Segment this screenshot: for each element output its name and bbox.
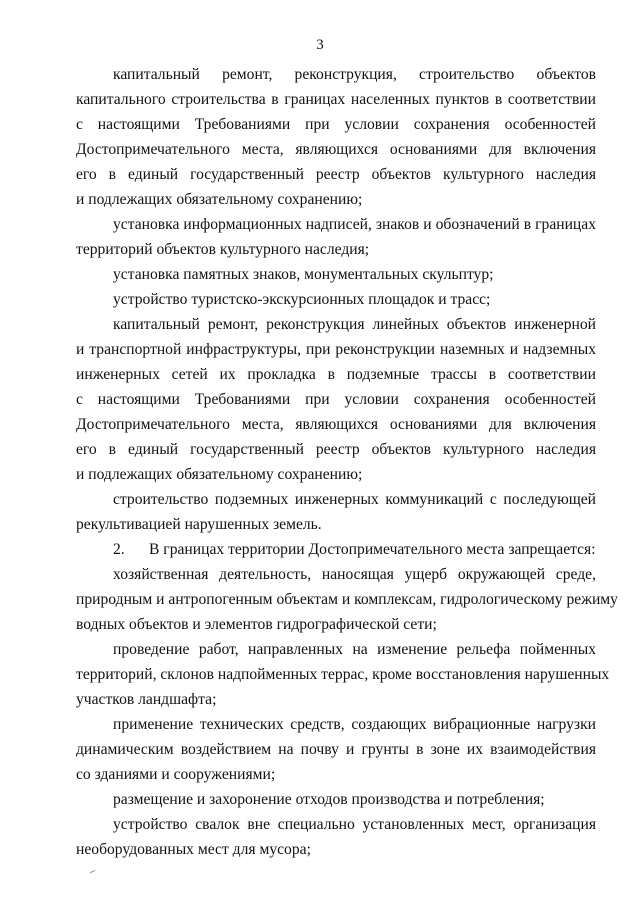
scan-mark [89,870,96,876]
text-line: проведение работ, направленных на изменение рельефа пойменных [113,641,596,658]
text-line: и транспортной инфраструктуры, при реконструкции наземных и надземных [76,341,596,358]
text-line: природным и антропогенным объектам и комплексам, гидрологическому режиму [76,591,618,608]
text-line: и подлежащих обязательному сохранению; [76,466,363,483]
text-line: динамическим воздействием на почву и грунты в зоне их взаимодействия [76,741,596,758]
text-line: строительство подземных инженерных коммуникаций с последующей [113,491,596,508]
section-heading: В границах территории Достопримечательного места запрещается: [149,541,596,558]
text-line: рекультивацией нарушенных земель. [76,516,322,533]
text-line: капитальный ремонт, реконструкция линейных объектов инженерной [113,316,596,333]
text-line: со зданиями и сооружениями; [76,766,276,783]
text-line: его в единый государственный реестр объектов культурного наследия [76,166,596,183]
text-line: участков ландшафта; [76,691,217,708]
text-line: установка информационных надписей, знаков и обозначений в границах [113,216,596,233]
text-line: территорий объектов культурного наследия; [76,241,370,258]
section-number: 2. [113,541,125,558]
text-line: с настоящими Требованиями при условии сохранения особенностей [76,116,596,133]
text-line: необорудованных мест для мусора; [76,841,311,858]
text-line: и подлежащих обязательному сохранению; [76,191,363,208]
text-line: размещение и захоронение отходов производства и потребления; [113,791,545,808]
text-line: капитального строительства в границах населенных пунктов в соответствии [76,91,596,108]
text-line: территорий, склонов надпойменных террас, кроме восстановления нарушенных [76,666,610,683]
text-line: устройство свалок вне специально установленных мест, организация [113,816,596,833]
text-line: устройство туристско-экскурсионных площадок и трасс; [113,291,491,308]
text-line: Достопримечательного места, являющихся основаниями для включения [76,141,596,158]
text-line: его в единый государственный реестр объектов культурного наследия [76,441,596,458]
text-line: хозяйственная деятельность, наносящая ущерб окружающей среде, [113,566,596,583]
text-line: инженерных сетей их прокладка в подземные трассы в соответствии [76,366,596,383]
page-number: 3 [316,37,324,53]
text-line: водных объектов и элементов гидрографической сети; [76,616,437,633]
text-line: установка памятных знаков, монументальных скульптур; [113,266,494,283]
text-line: Достопримечательного места, являющихся основаниями для включения [76,416,596,433]
text-line: капитальный ремонт, реконструкция, строительство объектов [113,66,596,83]
text-line: применение технических средств, создающих вибрационные нагрузки [113,716,596,733]
text-line: с настоящими Требованиями при условии сохранения особенностей [76,391,596,408]
